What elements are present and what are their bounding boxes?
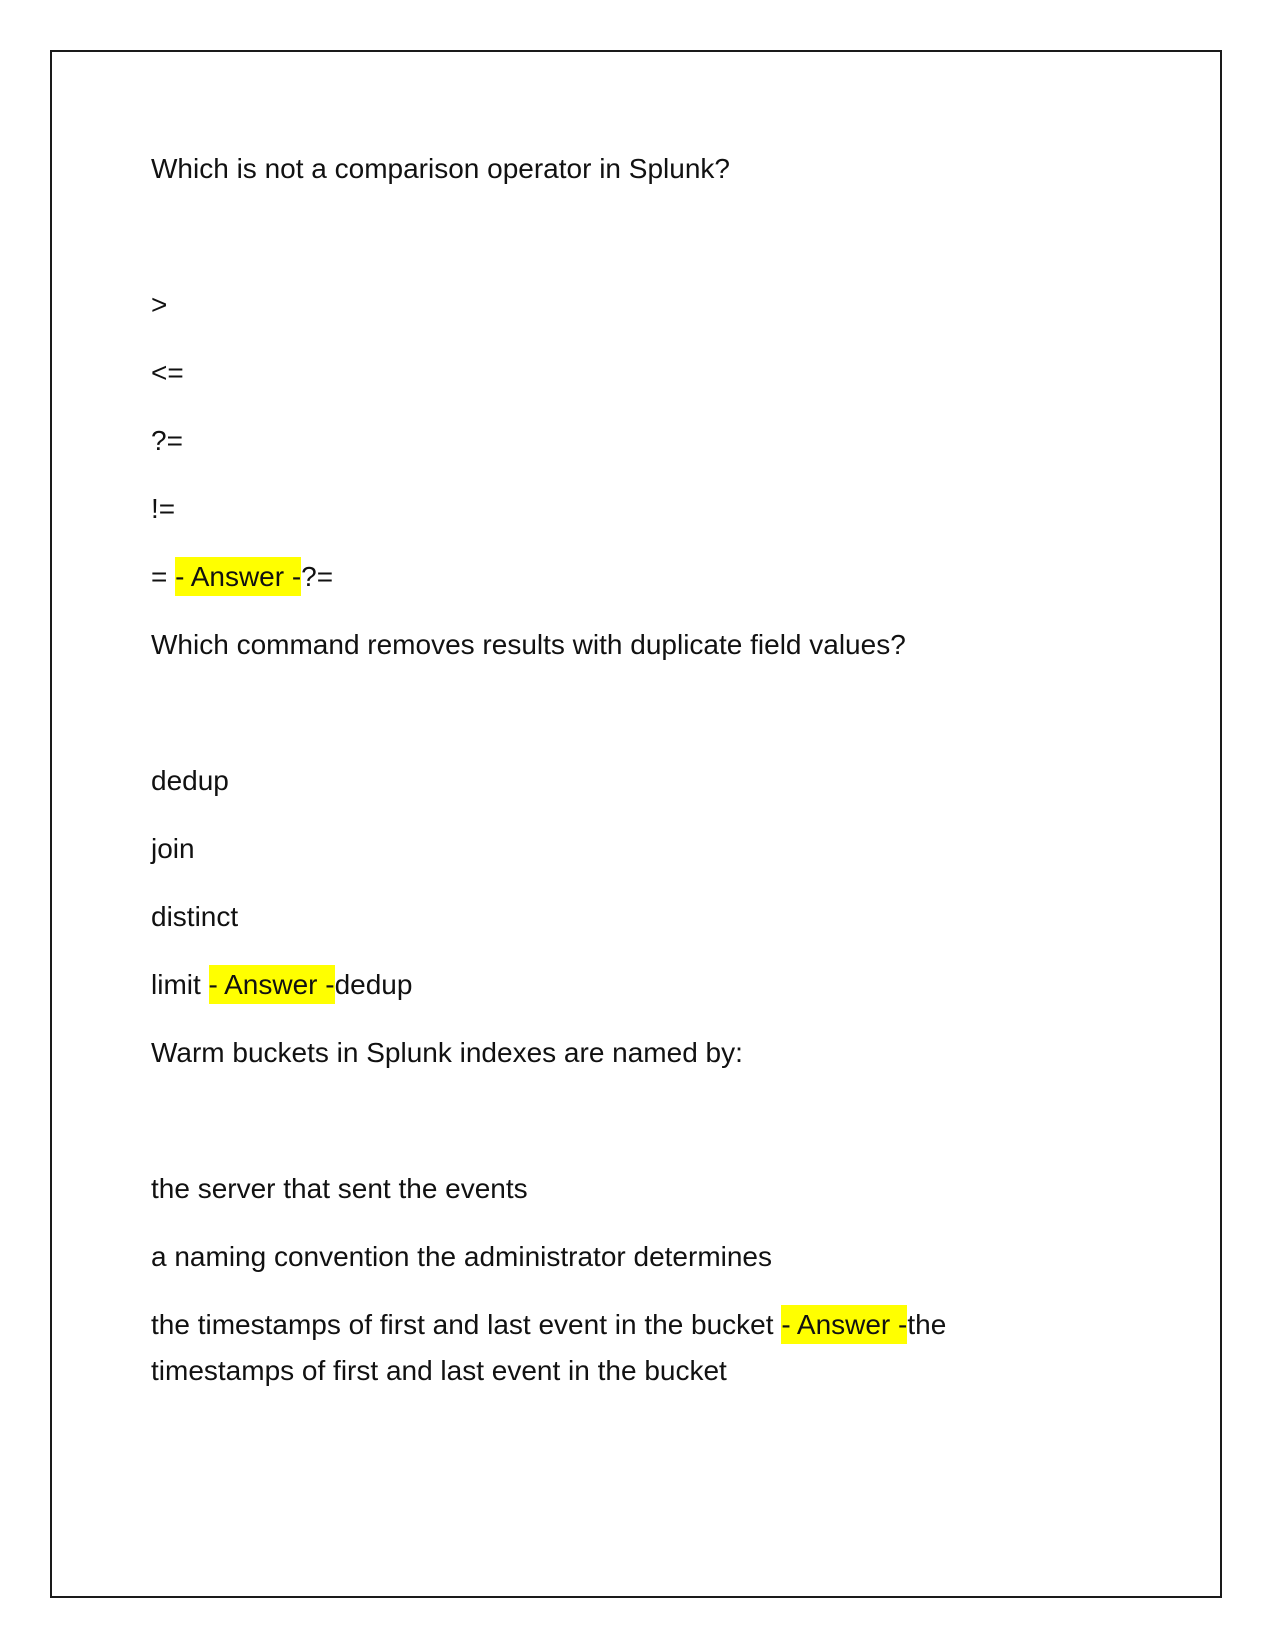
q1-option-5: = [151, 561, 168, 592]
answer-highlight: - Answer - [209, 965, 335, 1004]
q1-option-1: > [151, 289, 168, 320]
question-3: Warm buckets in Splunk indexes are named by: [151, 1037, 743, 1068]
answer-highlight: - Answer - [781, 1305, 907, 1344]
q3-answer: the timestamps of first and last event in the bucket [151, 1309, 947, 1386]
q1-option-4: != [151, 493, 176, 524]
q3-option-2: a naming convention the administrator determines [151, 1241, 773, 1272]
q2-option-4-with-answer [151, 962, 1051, 1008]
question-2: Which command removes results with duplicate field values? [151, 629, 906, 660]
q2-answer: dedup [334, 969, 413, 1000]
q2-option-2: join [151, 833, 195, 864]
q3-option-1: the server that sent the events [151, 1173, 528, 1204]
q3-option-3: the timestamps of first and last event in the bucket [151, 1309, 774, 1340]
q1-option-5-with-answer [151, 554, 1051, 600]
answer-highlight: - Answer - [175, 557, 301, 596]
blank-line [151, 214, 1051, 282]
document-body [151, 146, 1051, 1416]
q3-option-3-with-answer [151, 1302, 1051, 1394]
question-1: Which is not a comparison operator in Splunk? [151, 153, 730, 184]
q2-option-1: dedup [151, 765, 229, 796]
q2-option-3: distinct [151, 901, 239, 932]
q1-option-2: <= [151, 357, 184, 388]
q1-option-3: ?= [151, 425, 183, 456]
q1-answer: ?= [301, 561, 334, 592]
blank-line [151, 690, 1051, 758]
blank-line [151, 1098, 1051, 1166]
q2-option-4: limit [151, 969, 201, 1000]
